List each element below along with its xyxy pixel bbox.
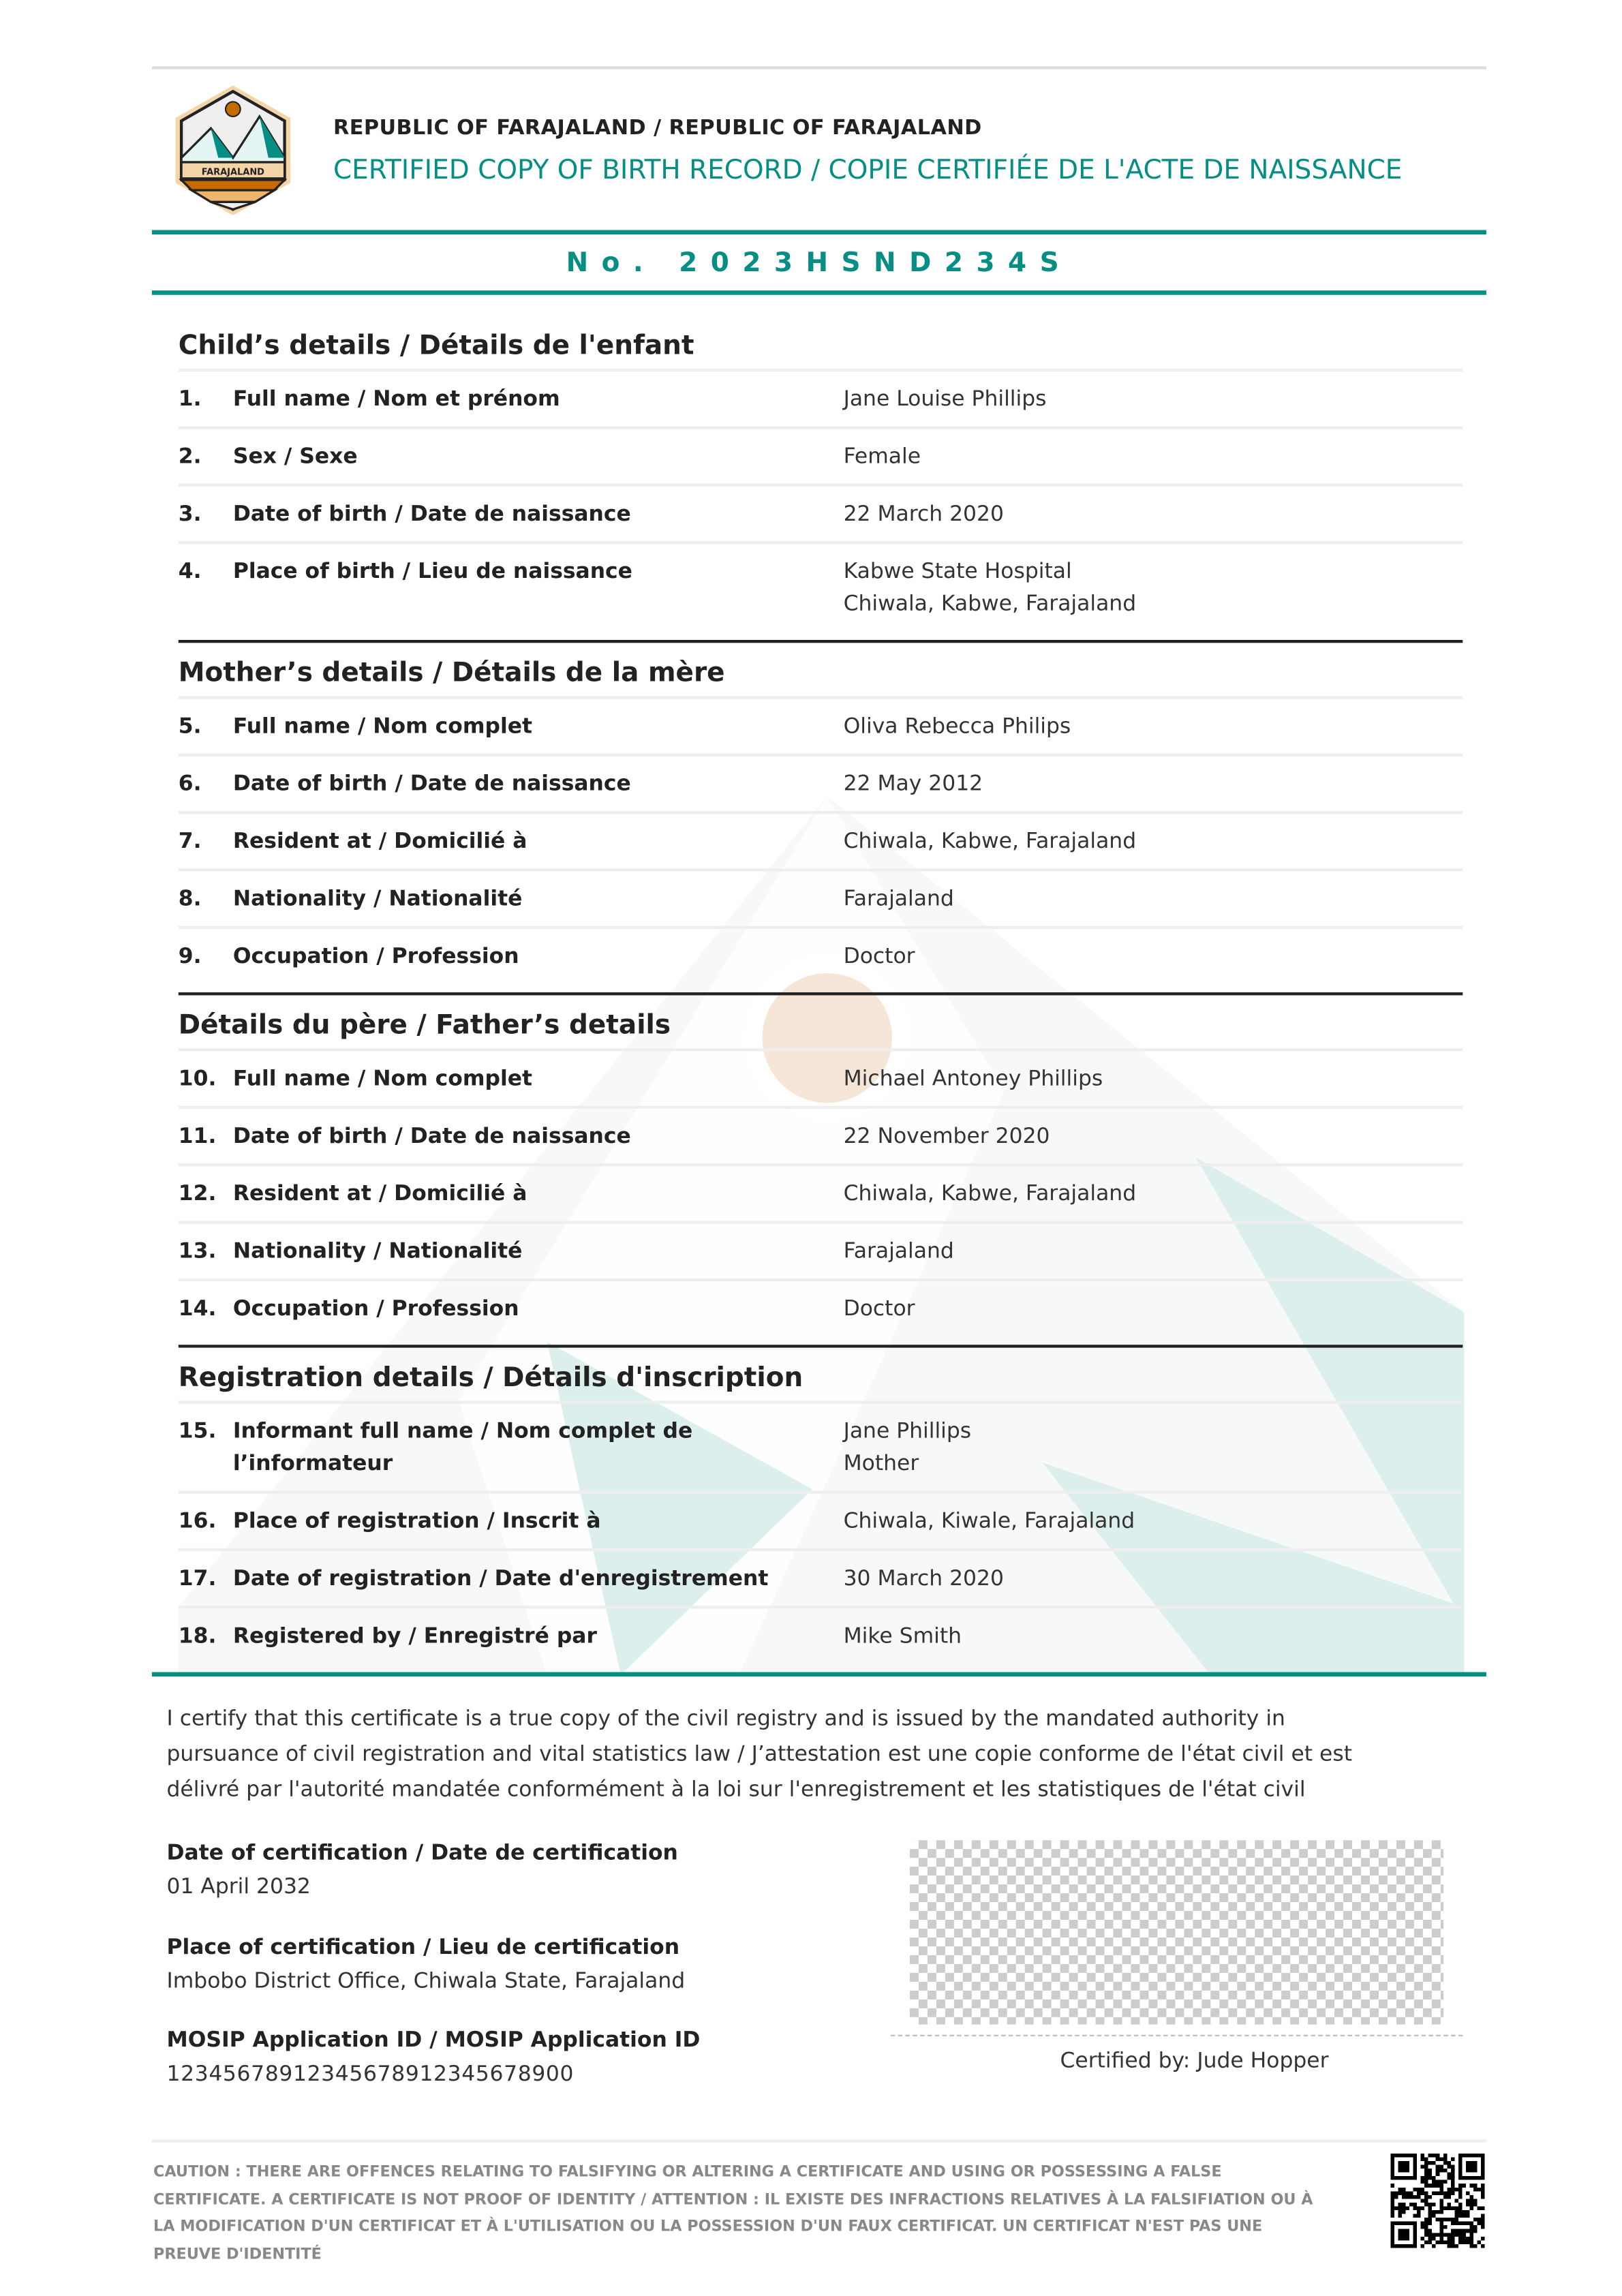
field-label: Date of birth / Date de naissance xyxy=(232,1124,631,1148)
field-label: Place of registration / Inscrit à xyxy=(232,1509,601,1533)
field-value-line: 22 May 2012 xyxy=(843,771,983,796)
certified-by: Certified by: Jude Hopper xyxy=(1060,2049,1329,2074)
document-title: CERTIFIED COPY OF BIRTH RECORD / COPIE CERTIFIÉE DE L'ACTE DE NAISSANCE xyxy=(333,155,1403,186)
field-value xyxy=(844,1562,1463,1595)
field-value-line: Farajaland xyxy=(843,887,954,911)
field-value-line: Farajaland xyxy=(843,1239,954,1264)
field-value-line: Chiwala, Kabwe, Farajaland xyxy=(843,1182,1137,1206)
field-value-line: Mike Smith xyxy=(843,1624,962,1648)
qr-code xyxy=(1390,2153,1484,2249)
field-value xyxy=(844,1415,1463,1480)
mosip-id-label: MOSIP Application ID / MOSIP Application ID xyxy=(166,2029,701,2053)
registration-number: No. 2023HSND234S xyxy=(566,247,1073,279)
field-value xyxy=(844,883,1463,915)
signature-line xyxy=(891,2035,1463,2036)
field-label: Date of registration / Date d'enregistrement xyxy=(232,1566,769,1591)
section-0 xyxy=(179,324,1463,643)
field-number: 10. xyxy=(178,1067,217,1090)
field-row xyxy=(179,429,1463,487)
footer-divider xyxy=(152,2139,1486,2142)
logo-text: FARAJALAND xyxy=(201,167,264,178)
field-label: Resident at / Domicilié à xyxy=(232,829,527,853)
field-label: Full name / Nom et prénom xyxy=(232,386,560,411)
field-row xyxy=(179,1551,1463,1608)
country-name: REPUBLIC OF FARAJALAND / REPUBLIC OF FARAJALAND xyxy=(333,116,982,140)
field-number: 15. xyxy=(178,1419,217,1443)
field-value-line: Chiwala, Kabwe, Farajaland xyxy=(843,592,1137,616)
field-number: 12. xyxy=(178,1182,217,1206)
field-value xyxy=(844,767,1463,800)
field-number: 7. xyxy=(178,829,202,853)
field-value-line: Jane Phillips xyxy=(843,1419,972,1443)
field-row xyxy=(179,699,1463,756)
field-row xyxy=(179,1608,1463,1663)
field-value xyxy=(844,555,1463,620)
field-value-line: 30 March 2020 xyxy=(843,1566,1004,1591)
field-label: Sex / Sexe xyxy=(232,444,358,468)
field-value xyxy=(844,1178,1463,1210)
field-value-line: Doctor xyxy=(843,944,915,968)
field-value xyxy=(844,498,1463,530)
field-row xyxy=(179,1052,1463,1109)
section-heading: Registration details / Détails d'inscription xyxy=(179,1348,1463,1404)
field-row xyxy=(179,756,1463,814)
field-value xyxy=(844,440,1463,473)
field-label: Full name / Nom complet xyxy=(232,714,533,738)
field-value-line: Jane Louise Phillips xyxy=(843,386,1047,411)
field-row xyxy=(179,371,1463,429)
accent-divider xyxy=(152,1672,1486,1677)
field-row xyxy=(179,1494,1463,1551)
field-number: 9. xyxy=(178,944,202,968)
field-label: Date of birth / Date de naissance xyxy=(232,771,631,796)
field-label: Registered by / Enregistré par xyxy=(232,1624,597,1648)
field-row xyxy=(179,929,1463,983)
field-row xyxy=(179,1109,1463,1166)
field-value xyxy=(844,1620,1463,1653)
field-row xyxy=(179,872,1463,929)
field-label: Date of birth / Date de naissance xyxy=(232,502,631,526)
field-number: 16. xyxy=(178,1509,217,1533)
field-value xyxy=(844,1292,1463,1325)
section-heading: Mother’s details / Détails de la mère xyxy=(179,643,1463,699)
section-3 xyxy=(179,1348,1463,1672)
field-value-line: Doctor xyxy=(843,1296,915,1321)
field-value xyxy=(844,1120,1463,1152)
field-value-line: Chiwala, Kiwale, Farajaland xyxy=(843,1509,1135,1533)
field-row xyxy=(179,1404,1463,1494)
field-label: Nationality / Nationalité xyxy=(232,887,523,911)
field-label: Place of birth / Lieu de naissance xyxy=(232,560,632,583)
farajaland-emblem-logo xyxy=(174,84,292,217)
field-label: Full name / Nom complet xyxy=(232,1067,533,1090)
certification-date-value: 01 April 2032 xyxy=(166,1876,311,1899)
field-number: 14. xyxy=(178,1296,217,1321)
field-value xyxy=(844,825,1463,858)
field-value-line: Michael Antoney Phillips xyxy=(843,1067,1103,1090)
field-number: 5. xyxy=(178,714,202,738)
field-value-line: Female xyxy=(843,444,921,468)
field-label: Nationality / Nationalité xyxy=(232,1239,523,1264)
certification-place-label: Place of certification / Lieu de certification xyxy=(166,1935,680,1960)
field-value xyxy=(844,1235,1463,1268)
field-row xyxy=(179,814,1463,871)
field-value xyxy=(844,710,1463,743)
certification-date-label: Date of certification / Date de certification xyxy=(166,1841,678,1865)
field-value xyxy=(844,1505,1463,1537)
section-2 xyxy=(179,995,1463,1347)
field-number: 11. xyxy=(178,1124,217,1148)
field-number: 2. xyxy=(178,444,202,468)
certification-place-value: Imbobo District Office, Chiwala State, Farajaland xyxy=(166,1970,686,1994)
certification-statement: I certify that this certificate is a true copy of the civil registry and is issued by the mandated authority in pursuance of civil registration and vital statistics law / J’attestation est une copie conforme de l'état civil et est délivré par l'autorité mandatée conformément à la loi sur l'enregistrement et les statistiques de l'état civil xyxy=(166,1707,1353,1802)
field-number: 18. xyxy=(178,1624,217,1648)
accent-divider xyxy=(152,290,1486,294)
field-number: 1. xyxy=(178,386,202,411)
field-row xyxy=(179,487,1463,544)
field-label: Occupation / Profession xyxy=(232,944,519,968)
field-value xyxy=(844,382,1463,415)
caution-notice: CAUTION : THERE ARE OFFENCES RELATING TO FALSIFYING OR ALTERING A CERTIFICATE AND USING OR POSSESSING A FALSE CERTIFICATE. A CERTIFICATE IS NOT PROOF OF IDENTITY / ATTENTION : IL EXISTE DES INFRACTIONS RELATIVES À LA FALSIFIATION OU À LA MODIFICATION D'UN CERTIFICAT ET À L'UTILISATION OU LA POSSESSION D'UN FAUX CERTIFICAT. UN CERTIFICAT N'EST PAS UNE PREUVE D'IDENTITÉ xyxy=(153,2163,1313,2263)
field-value-line: Kabwe State Hospital xyxy=(843,560,1072,583)
field-number: 17. xyxy=(178,1566,217,1591)
field-number: 3. xyxy=(178,502,202,526)
field-value-line: 22 November 2020 xyxy=(843,1124,1050,1148)
field-row xyxy=(179,1224,1463,1281)
field-value xyxy=(844,940,1463,973)
mosip-id-value: 12345678912345678912345678900 xyxy=(166,2062,575,2087)
field-number: 4. xyxy=(178,560,202,583)
field-value-line: Mother xyxy=(843,1452,919,1475)
field-value-line: Oliva Rebecca Philips xyxy=(843,714,1071,738)
field-label: Occupation / Profession xyxy=(232,1296,519,1321)
accent-divider xyxy=(152,230,1486,234)
field-value-line: Chiwala, Kabwe, Farajaland xyxy=(843,829,1137,853)
field-row xyxy=(179,1281,1463,1336)
field-row xyxy=(179,1166,1463,1223)
field-value xyxy=(844,1062,1463,1095)
field-row xyxy=(179,544,1463,631)
signature-placeholder xyxy=(910,1840,1443,2024)
field-number: 13. xyxy=(178,1239,217,1264)
field-number: 8. xyxy=(178,887,202,911)
record-sections xyxy=(179,324,1463,1672)
section-heading: Détails du père / Father’s details xyxy=(179,995,1463,1051)
top-divider xyxy=(152,66,1486,69)
field-number: 6. xyxy=(178,771,202,796)
field-value-line: 22 March 2020 xyxy=(843,502,1004,526)
field-label: Informant full name / Nom complet de l’informateur xyxy=(232,1419,693,1475)
field-label: Resident at / Domicilié à xyxy=(232,1182,527,1206)
section-1 xyxy=(179,643,1463,995)
section-heading: Child’s details / Détails de l'enfant xyxy=(179,324,1463,371)
